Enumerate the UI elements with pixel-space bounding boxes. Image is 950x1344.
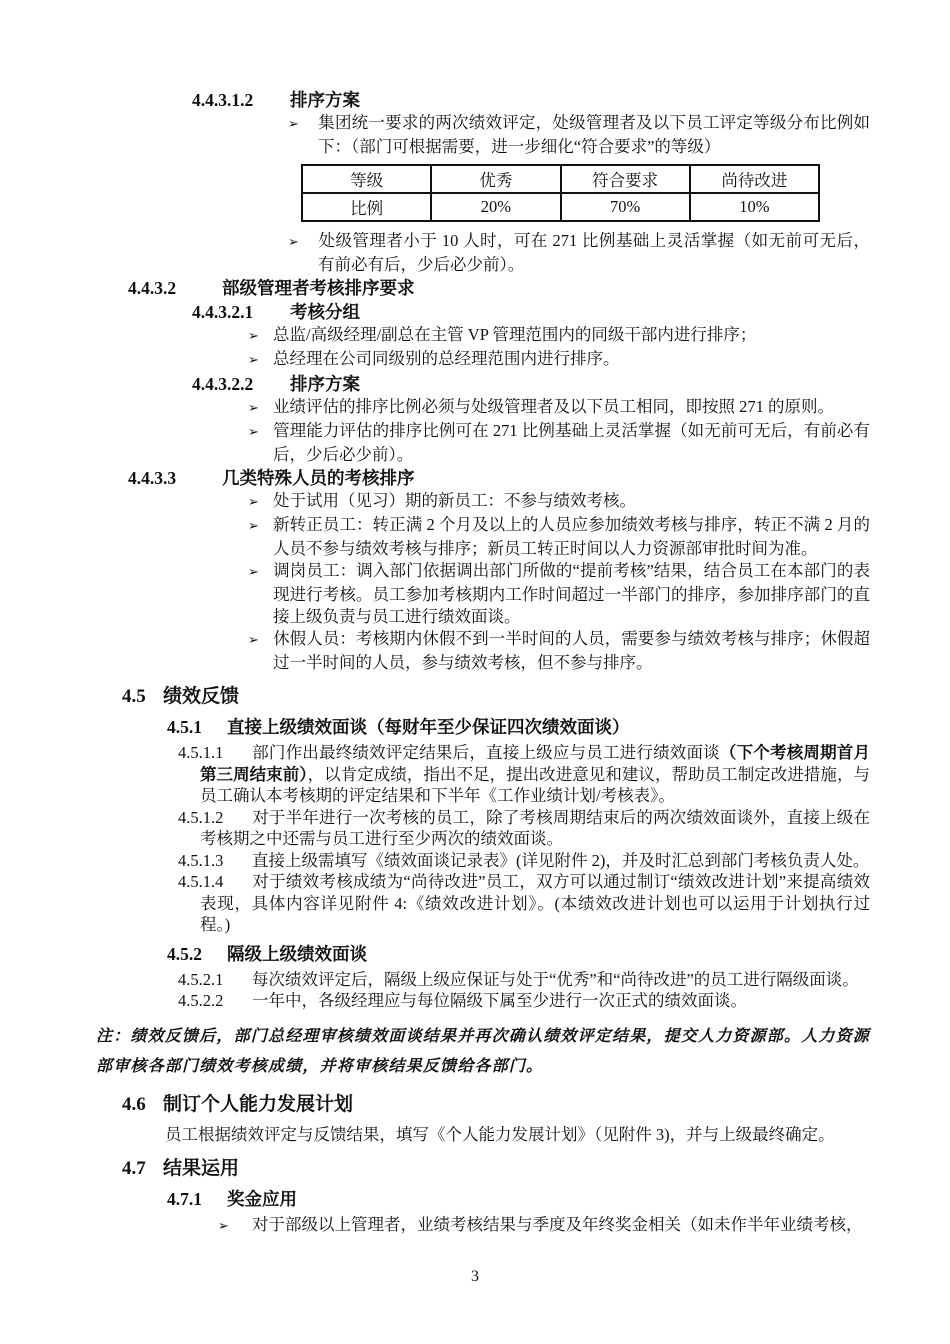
arrow-bullet-icon: ➢ [248, 519, 259, 534]
text-segment: 休假人员：考核期内休假不到一半时间的人员，需要参与绩效考核与排序；休假超过一半时间的人员，参与绩效考核，但不参与排序。 [273, 629, 870, 672]
numbered-paragraph [0, 807, 870, 850]
bullet-item [0, 560, 870, 628]
table-cell: 优秀 [431, 165, 560, 193]
text-segment: 业绩评估的排序比例必须与处级管理者及以下员工相同，即按照 271 的原则。 [273, 397, 834, 416]
rating-distribution-table-wrap [301, 164, 870, 222]
note-paragraph [0, 1022, 870, 1082]
bullet-item [0, 1214, 870, 1238]
text-segment: 调岗员工：调入部门依据调出部门所做的“提前考核”结果，结合员工在本部门的表现进行考核。员工参加考核期内工作时间超过一半部门的排序，参加排序部门的直接上级负责与员工进行绩效面谈。 [273, 561, 870, 626]
text-segment: （下个考核周期首月第三周结束前） [200, 743, 871, 784]
numbered-paragraph [0, 850, 870, 872]
arrow-bullet-icon: ➢ [218, 1218, 229, 1234]
paragraph-number: 4.5.1.2 [178, 807, 224, 827]
section-heading-level5 [0, 372, 870, 396]
heading-number: 4.4.3.2.1 [192, 302, 254, 322]
bullet-item [0, 396, 870, 420]
bullet-text [273, 491, 636, 510]
bullet-text [273, 325, 756, 344]
bullet-text [273, 515, 870, 558]
paragraph-text [200, 743, 870, 805]
heading-number: 4.4.3.1.2 [192, 90, 254, 110]
text-segment: 总经理在公司同级别的总经理范围内进行排序。 [273, 349, 620, 368]
paragraph-number: 4.5.1.1 [178, 743, 224, 762]
bullet-text [273, 349, 620, 368]
arrow-bullet-icon: ➢ [248, 495, 259, 510]
heading-title: 部级管理者考核排序要求 [222, 278, 415, 298]
heading-title: 排序方案 [290, 90, 360, 110]
table-cell: 10% [690, 193, 819, 221]
bullet-text [273, 629, 870, 672]
paragraph-number: 4.5.2.2 [178, 991, 224, 1010]
heading-title: 几类特殊人员的考核排序 [222, 468, 415, 488]
text-segment: 集团统一要求的两次绩效评定，处级管理者及以下员工评定等级分布比例如下：（部门可根据需要，进一步细化“符合要求”的等级） [318, 113, 870, 156]
heading-title: 考核分组 [290, 302, 360, 322]
numbered-paragraph [0, 871, 870, 936]
text-segment: ，以肯定成绩，指出不足，提出改进意见和建议，帮助员工制定改进措施，与员工确认本考核期的评定结果和下半年《工作业绩计划/考核表》。 [200, 764, 871, 805]
table-cell: 70% [561, 193, 690, 221]
paragraph-number: 4.5.2.1 [178, 969, 224, 989]
paragraph-text [252, 851, 869, 870]
heading-number: 4.5.2 [167, 943, 202, 964]
heading-title: 奖金应用 [227, 1188, 297, 1209]
section-heading-level3 [0, 715, 870, 740]
section-heading-level2 [0, 684, 870, 709]
text-segment: 员工根据绩效评定与反馈结果，填写《个人能力发展计划》（见附件 3)，并与上级最终确定。 [165, 1124, 835, 1144]
text-segment: 一年中，各级经理应与每位隔级下属至少进行一次正式的绩效面谈。 [252, 991, 747, 1010]
text-segment: 部门作出最终绩效评定结果后，直接上级应与员工进行绩效面谈 [252, 743, 720, 762]
heading-number: 4.7 [122, 1157, 146, 1179]
heading-title: 直接上级绩效面谈（每财年至少保证四次绩效面谈） [227, 717, 630, 737]
arrow-bullet-icon: ➢ [248, 565, 259, 580]
heading-number: 4.4.3.3 [128, 468, 177, 488]
arrow-bullet-icon: ➢ [248, 633, 259, 648]
bullet-text [252, 1215, 863, 1234]
bullet-item [0, 490, 870, 514]
table-cell: 尚待改进 [690, 165, 819, 193]
table-row [302, 165, 819, 193]
table-cell: 等级 [302, 165, 431, 193]
section-heading-level4 [0, 276, 870, 300]
heading-title: 制订个人能力发展计划 [163, 1093, 354, 1115]
table-row [302, 193, 819, 221]
text-segment: 处于试用（见习）期的新员工：不参与绩效考核。 [273, 491, 636, 510]
heading-number: 4.7.1 [167, 1188, 202, 1209]
section-heading-level5 [0, 300, 870, 324]
bullet-text [273, 421, 870, 464]
heading-title: 隔级上级绩效面谈 [227, 943, 367, 964]
bullet-item [0, 514, 870, 560]
bullet-item [0, 348, 870, 372]
text-segment: 处级管理者小于 10 人时，可在 271 比例基础上灵活掌握（如无前可无后，有前必有后，少后必少前）。 [318, 231, 870, 274]
text-segment: 对于部级以上管理者，业绩考核结果与季度及年终奖金相关（如未作半年业绩考核， [252, 1214, 863, 1234]
table-cell: 20% [431, 193, 560, 221]
heading-number: 4.4.3.2.2 [192, 374, 254, 394]
arrow-bullet-icon: ➢ [248, 425, 259, 440]
paragraph-text [252, 970, 859, 989]
bullet-item [0, 420, 870, 466]
bullet-text [318, 231, 870, 274]
page-number: 3 [471, 1268, 479, 1285]
heading-title: 排序方案 [290, 374, 360, 394]
bullet-item [0, 628, 870, 674]
bullet-item [0, 324, 870, 348]
arrow-bullet-icon: ➢ [248, 353, 259, 368]
text-segment: 对于绩效考核成绩为“尚待改进”员工，双方可以通过制订“绩效改进计划”来提高绩效表现，具体内容详见附件 4:《绩效改进计划》。(本绩效改进计划也可以运用于计划执行过程。) [200, 872, 870, 934]
bullet-item [0, 230, 870, 276]
arrow-bullet-icon: ➢ [288, 117, 299, 132]
text-segment: 每次绩效评定后，隔级上级应保证与处于“优秀”和“尚待改进”的员工进行隔级面谈。 [252, 969, 859, 989]
heading-number: 4.5 [122, 686, 146, 707]
heading-title: 结果运用 [163, 1157, 240, 1179]
heading-title: 绩效反馈 [163, 686, 240, 707]
rating-distribution-table [301, 164, 820, 222]
text-segment: 对于半年进行一次考核的员工，除了考核周期结束后的两次绩效面谈外，直接上级在考核期之中还需与员工进行至少两次的绩效面谈。 [200, 807, 870, 848]
section-heading-level4 [0, 466, 870, 490]
paragraph-text [165, 1125, 835, 1144]
body-paragraph [0, 1123, 870, 1146]
section-heading-level3 [0, 1187, 870, 1212]
heading-number: 4.4.3.2 [128, 278, 177, 298]
paragraph-number: 4.5.1.4 [178, 872, 224, 891]
numbered-paragraph [0, 990, 870, 1012]
note-text [96, 1028, 870, 1075]
bullet-text [318, 113, 870, 156]
table-cell: 符合要求 [561, 165, 690, 193]
bullet-item [0, 112, 870, 158]
paragraph-text [200, 872, 870, 934]
paragraph-text [200, 808, 870, 849]
text-segment: 注：绩效反馈后，部门总经理审核绩效面谈结果并再次确认绩效评定结果，提交人力资源部。人力资源部审核各部门绩效考核成绩，并将审核结果反馈给各部门。 [96, 1027, 871, 1075]
arrow-bullet-icon: ➢ [288, 235, 299, 250]
text-segment: 管理能力评估的排序比例可在 271 比例基础上灵活掌握（如无前可无后，有前必有后，少后必少前）。 [273, 421, 870, 464]
heading-number: 4.6 [122, 1093, 146, 1115]
section-heading-level3 [0, 942, 870, 967]
text-segment: 新转正员工：转正满 2 个月及以上的人员应参加绩效考核与排序，转正不满 2 月的人员不参与绩效考核与排序；新员工转正时间以人力资源部审批时间为准。 [273, 515, 870, 558]
text-segment: 直接上级需填写《绩效面谈记录表》(详见附件 2)，并及时汇总到部门考核负责人处。 [252, 850, 870, 870]
section-heading-level2 [0, 1156, 870, 1181]
section-heading-level5 [0, 88, 870, 112]
section-heading-level2 [0, 1092, 870, 1117]
heading-number: 4.5.1 [167, 717, 202, 737]
text-segment: 总监/高级经理/副总在主管 VP 管理范围内的同级干部内进行排序； [273, 325, 757, 344]
numbered-paragraph [0, 969, 870, 991]
paragraph-text [252, 991, 747, 1010]
bullet-text [273, 561, 870, 626]
bullet-text [273, 397, 834, 416]
table-cell: 比例 [302, 193, 431, 221]
arrow-bullet-icon: ➢ [248, 329, 259, 344]
arrow-bullet-icon: ➢ [248, 401, 259, 416]
paragraph-number: 4.5.1.3 [178, 850, 224, 870]
numbered-paragraph [0, 742, 870, 807]
